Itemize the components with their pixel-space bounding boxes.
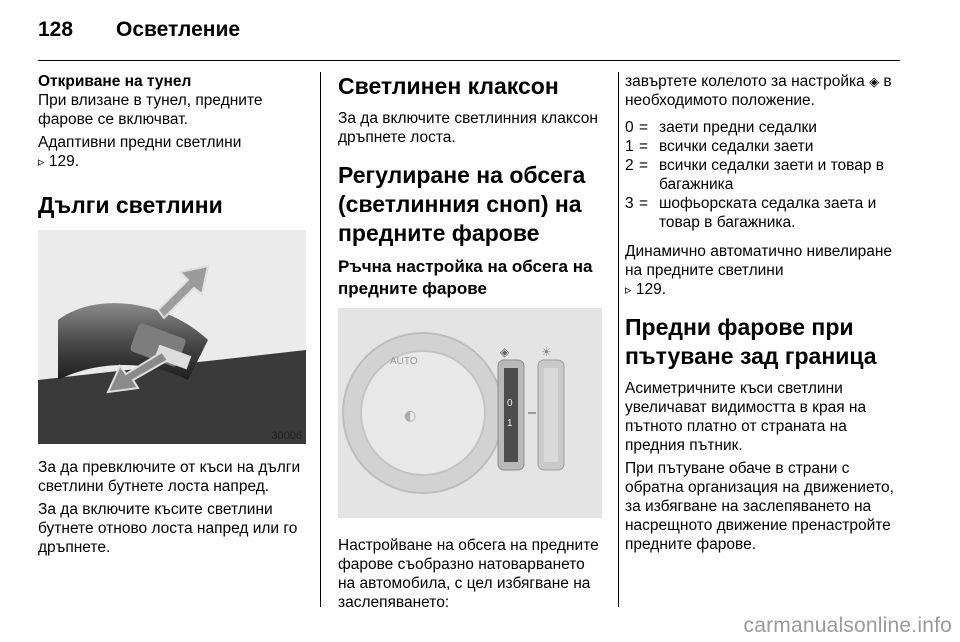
arrow-reference-icon: ▹ — [38, 154, 45, 169]
adaptive-text: Адаптивни предни светлини — [38, 134, 242, 151]
abroad-paragraph-2: При пътуване обаче в страни с обратна организация на движението, за избягване на заслепяването на насрещното движение пренастройте предните фарове. — [625, 460, 894, 553]
arrow-forward-icon — [158, 266, 208, 318]
dynamic-paragraph — [625, 242, 905, 299]
range-paragraph: Настройване на обсега на предните фарове съобразно натоварването на автомобила, с цел избягване на заслепяването: — [338, 537, 599, 611]
flash-paragraph: За да включите светлинния клаксон дръпнете лоста. — [338, 110, 598, 146]
fog-light-icon: ◐ — [404, 408, 417, 424]
list-item: 2 = всички седалки заети и товар в багажника — [625, 157, 885, 193]
column-3 — [625, 72, 905, 558]
list-item: 1 = всички седалки заети — [625, 138, 814, 155]
headlight-range-icon: ◈ — [869, 74, 880, 89]
arrow-reference-icon: ▹ — [625, 282, 632, 297]
column-divider — [618, 72, 619, 607]
abroad-heading: Предни фарове при пътуване зад граница — [625, 314, 877, 369]
dimmer-wheel — [544, 368, 558, 462]
adaptive-page-ref[interactable]: 129. — [48, 153, 80, 170]
wheel-label-one: 1 — [507, 418, 513, 429]
page-number: 128 — [38, 18, 74, 41]
column-divider — [320, 72, 321, 607]
flash-heading: Светлинен клаксон — [338, 73, 559, 99]
adaptive-paragraph — [38, 133, 306, 171]
panel-illustration — [338, 308, 602, 518]
light-knob-inner — [361, 351, 485, 475]
stalk-illustration — [38, 230, 306, 444]
headlight-range-icon: ◈ — [500, 345, 510, 359]
high-beam-paragraph-2: За да включите късите светлини бутнете отново лоста напред или го дръпнете. — [38, 501, 298, 556]
stalk-figure — [38, 230, 306, 444]
wheel-label-zero: 0 — [507, 398, 513, 409]
intro-paragraph — [625, 72, 905, 110]
load-position-list — [625, 118, 905, 232]
dynamic-page-ref[interactable]: 129. — [635, 281, 667, 298]
auto-label: AUTO — [390, 356, 418, 367]
high-beam-paragraph-1: За да превключите от къси на дълги светлини бутнете лоста напред. — [38, 459, 301, 495]
tunnel-paragraph: При влизане в тунел, предните фарове се включват. — [38, 92, 263, 128]
watermark: carmanualsonline.info — [743, 614, 952, 637]
abroad-paragraph-1: Асиметричните къси светлини увеличават видимостта в края на пътното платно от страната на предния пътник. — [625, 380, 867, 454]
intro-text-end: в необходимото положение. — [625, 73, 892, 109]
tunnel-subheading: Откриване на тунел — [38, 73, 192, 90]
column-1 — [38, 72, 306, 561]
dimmer-icon: ☀ — [541, 345, 552, 359]
dynamic-text: Динамично автоматично нивелиране на предните светлини — [625, 243, 893, 279]
list-item: 3 = шофьорската седалка заета и товар в багажника. — [625, 195, 877, 231]
high-beam-heading: Дълги светлини — [38, 192, 223, 218]
running-title: Осветление — [116, 18, 241, 41]
intro-text: завъртете колелото за настройка — [625, 73, 865, 90]
panel-figure — [338, 308, 602, 518]
manual-heading: Ръчна настройка на обсега на предните фарове — [338, 257, 593, 298]
column-2 — [338, 72, 606, 616]
figure-number: 30006 — [271, 430, 302, 442]
list-item: 0 = заети предни седалки — [625, 119, 817, 136]
range-heading: Регулиране на обсега (светлинния сноп) на предните фарове — [338, 162, 586, 246]
header-rule — [38, 60, 900, 61]
range-wheel — [504, 368, 518, 462]
